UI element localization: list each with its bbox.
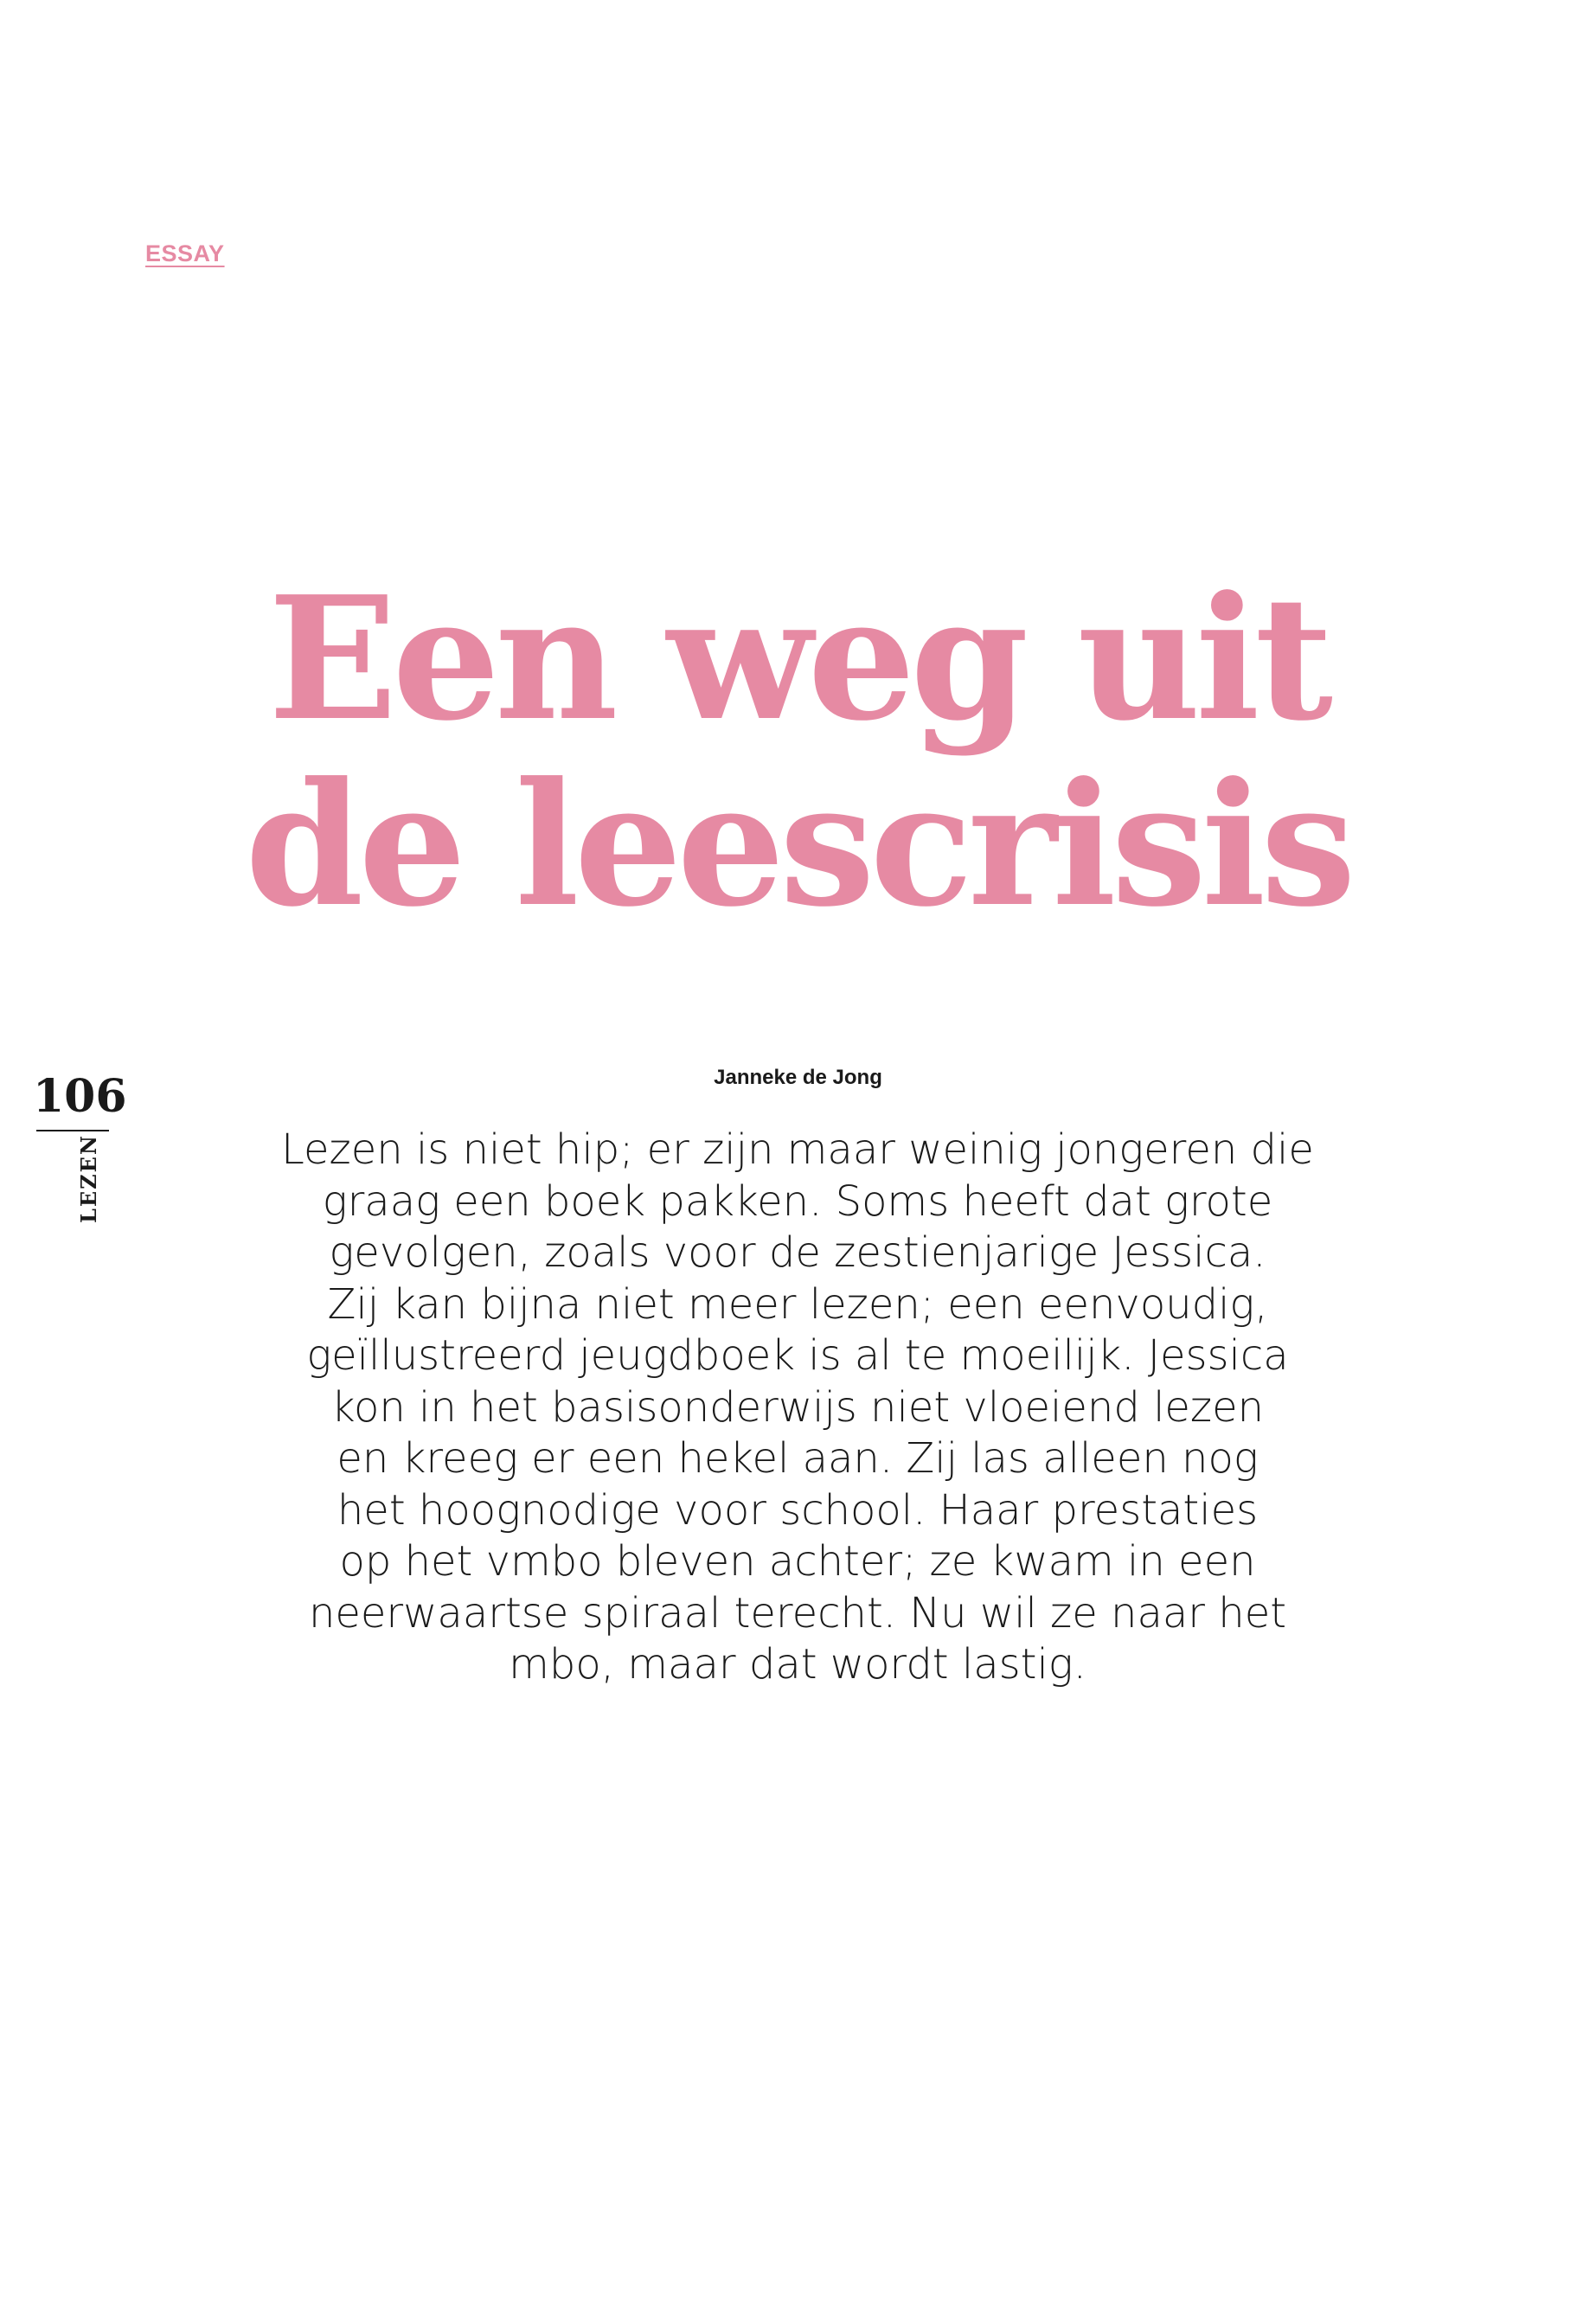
intro-line: mbo, maar dat wordt lastig. <box>509 1640 1086 1689</box>
running-head: LEZEN <box>76 1134 101 1223</box>
page-number-divider <box>36 1130 109 1131</box>
section-tag: ESSAY <box>145 240 225 266</box>
intro-line: geïllustreerd jeugdboek is al te moeilijk. Jessica <box>306 1331 1289 1380</box>
intro-line: neerwaartse spiraal terecht. Nu wil ze naar het <box>308 1588 1287 1638</box>
intro-paragraph <box>279 1125 1317 1691</box>
intro-line: het hoognodige voor school. Haar prestaties <box>337 1485 1259 1535</box>
headline <box>0 560 1596 945</box>
byline: Janneke de Jong <box>714 1066 882 1089</box>
intro-line: kon in het basisonderwijs niet vloeiend lezen <box>330 1382 1265 1432</box>
intro-line: Lezen is niet hip; er zijn maar weinig jongeren die <box>281 1125 1314 1174</box>
intro-line: en kreeg er een hekel aan. Zij las alleen nog <box>337 1434 1259 1483</box>
headline-line-1: Een weg uit <box>267 560 1329 759</box>
intro-line: gevolgen, zoals voor de zestienjarige Jessica. <box>329 1228 1266 1277</box>
headline-line-2: de leescrisis <box>245 746 1351 945</box>
page-number: 106 <box>33 1070 127 1123</box>
intro-line: Zij kan bijna niet meer lezen; een eenvoudig, <box>327 1279 1268 1329</box>
intro-line: op het vmbo bleven achter; ze kwam in een <box>339 1537 1256 1586</box>
intro-line: graag een boek pakken. Soms heeft dat grote <box>322 1176 1273 1226</box>
